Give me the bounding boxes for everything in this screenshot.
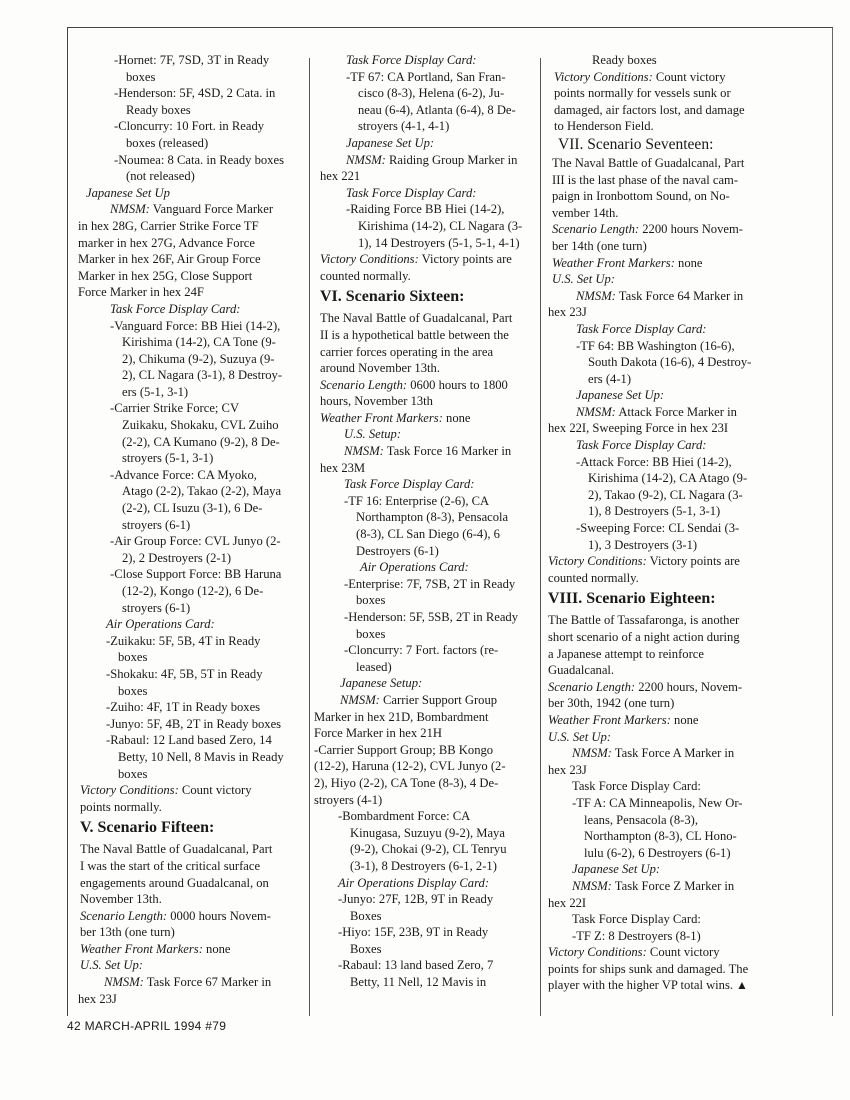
text-line: carrier forces operating in the area <box>320 344 494 359</box>
text-line: hex 221 <box>320 169 361 184</box>
text-line: -Bombardment Force: CA <box>338 809 471 824</box>
text-line: points normally for vessels sunk or <box>554 86 731 101</box>
text-line: I was the start of the critical surface <box>80 858 261 873</box>
text-line: 1), 8 Destroyers (5-1, 3-1) <box>588 504 721 519</box>
text-line: Japanese Set Up: <box>346 135 435 150</box>
text-line: Weather Front Markers: none <box>80 941 231 956</box>
text-line: Task Force Display Card: <box>344 477 475 492</box>
run-in-label: NMSM: <box>110 202 150 217</box>
text-line: The Battle of Tassafaronga, is another <box>548 613 740 628</box>
text-line: -Zuikaku: 5F, 5B, 4T in Ready <box>106 633 261 648</box>
text-line: -Cloncurry: 10 Fort. in Ready <box>114 119 265 134</box>
text-line: Ready boxes <box>592 53 657 67</box>
text-line: NMSM: Vanguard Force Marker <box>110 202 274 217</box>
text-line: Force Marker in hex 21H <box>314 726 442 741</box>
text-line: (3-1), 8 Destroyers (6-1, 2-1) <box>350 858 497 873</box>
text-line: -Junyo: 5F, 4B, 2T in Ready boxes <box>106 716 282 731</box>
text-line: Ready boxes <box>126 102 191 117</box>
text-line: U.S. Set Up: <box>552 272 615 287</box>
text-line: Victory Conditions: Count victory <box>80 783 252 798</box>
text-line: damaged, air factors lost, and damage <box>554 102 745 117</box>
text-line: Victory Conditions: Victory points are <box>320 252 512 267</box>
text-line: -TF 67: CA Portland, San Fran- <box>346 69 506 84</box>
run-in-label: NMSM: <box>572 878 612 893</box>
text-line: -Junyo: 27F, 12B, 9T in Ready <box>338 892 494 907</box>
run-in-label: Victory Conditions: <box>320 252 419 267</box>
text-line: Japanese Setup: <box>340 676 423 691</box>
text-line: engagements around Guadalcanal, on <box>80 875 269 890</box>
text-line: Task Force Display Card: <box>346 53 477 67</box>
text-line: vember 14th. <box>552 205 619 220</box>
text-line: -Zuiho: 4F, 1T in Ready boxes <box>106 700 261 715</box>
text-line: -TF A: CA Minneapolis, New Or- <box>572 795 743 810</box>
run-in-label: NMSM: <box>576 288 616 303</box>
end-mark-icon: ▲ <box>733 978 748 993</box>
text-line: Japanese Set Up: <box>576 388 665 403</box>
column-divider <box>309 58 310 1016</box>
text-line: neau (6-4), Atlanta (6-4), 8 De- <box>358 102 516 117</box>
run-in-label: Scenario Length: <box>80 908 168 923</box>
text-line: 2), 2 Destroyers (2-1) <box>122 550 232 565</box>
run-in-label: NMSM: <box>340 692 380 707</box>
text-line: 1), 14 Destroyers (5-1, 5-1, 4-1) <box>358 235 520 250</box>
text-line: counted normally. <box>320 268 411 283</box>
run-in-label: Scenario Length: <box>320 377 408 392</box>
text-line: III is the last phase of the naval cam- <box>552 172 739 187</box>
text-line: Task Force Display Card: <box>576 438 707 453</box>
text-line: -Rabaul: 12 Land based Zero, 14 <box>106 733 272 748</box>
run-in-label: NMSM: <box>572 746 612 761</box>
run-in-label: Weather Front Markers: <box>80 941 203 956</box>
text-line: stroyers (4-1, 4-1) <box>358 119 450 134</box>
text-line: -Vanguard Force: BB Hiei (14-2), <box>110 318 281 333</box>
text-line: NMSM: Task Force Z Marker in <box>572 878 735 893</box>
text-line: hex 22I, Sweeping Force in hex 23I <box>548 421 729 436</box>
text-line: -TF 64: BB Washington (16-6), <box>576 338 735 353</box>
text-line: Kinugasa, Suzuyu (9-2), Maya <box>350 825 505 840</box>
text-line: short scenario of a night action during <box>548 630 740 644</box>
text-line: (8-3), CL San Diego (6-4), 6 <box>356 527 500 542</box>
text-line: (2-2), CA Kumano (9-2), 8 De- <box>122 434 280 449</box>
text-line: -TF 16: Enterprise (2-6), CA <box>344 493 490 508</box>
text-line: Task Force Display Card: <box>346 185 477 200</box>
text-line: 1), 3 Destroyers (3-1) <box>588 537 698 552</box>
text-line: 2), Hiyo (2-2), CA Tone (8-3), 4 De- <box>314 775 499 790</box>
text-line: (12-2), Kongo (12-2), 6 De- <box>122 584 264 598</box>
page-footer: 42 MARCH-APRIL 1994 #79 <box>67 1019 227 1033</box>
text-line: ber 14th (one turn) <box>552 238 647 253</box>
text-line: Weather Front Markers: none <box>548 712 699 727</box>
run-in-label: Weather Front Markers: <box>320 410 443 425</box>
text-line: Scenario Length: 2200 hours, Novem- <box>548 679 743 694</box>
column-divider <box>540 58 541 1016</box>
text-line: boxes (released) <box>126 135 209 150</box>
text-line: Atago (2-2), Takao (2-2), Maya <box>122 484 282 499</box>
text-line: 2), CL Nagara (3-1), 8 Destroy- <box>122 368 283 383</box>
text-line: boxes <box>118 650 148 665</box>
text-line: Kirishima (14-2), CA Tone (9- <box>122 335 276 350</box>
text-line: Scenario Length: 2200 hours Novem- <box>552 222 743 237</box>
text-line: hex 23M <box>320 460 366 475</box>
text-line: boxes <box>356 593 386 608</box>
text-column-1 <box>78 52 301 1007</box>
text-column-2 <box>314 52 536 991</box>
text-line: NMSM: Task Force A Marker in <box>572 746 735 761</box>
text-line: (not released) <box>126 169 195 184</box>
text-line: Northampton (8-3), Pensacola <box>356 510 509 525</box>
text-line: Air Operations Display Card: <box>338 875 490 890</box>
text-line: Marker in hex 26F, Air Group Force <box>78 252 261 267</box>
text-line: Task Force Display Card: <box>110 301 241 316</box>
text-line: boxes <box>356 626 386 641</box>
text-line: Kirishima (14-2), CA Atago (9- <box>588 471 748 486</box>
text-line: boxes <box>118 766 148 781</box>
text-line: counted normally. <box>548 570 639 585</box>
text-line: -Henderson: 5F, 5SB, 2T in Ready <box>344 610 519 624</box>
text-line: The Naval Battle of Guadalcanal, Part <box>552 155 745 170</box>
run-in-label: NMSM: <box>576 404 616 419</box>
text-line: -Hiyo: 15F, 23B, 9T in Ready <box>338 925 489 940</box>
text-line: -Carrier Support Group; BB Kongo <box>314 742 494 757</box>
text-line: Boxes <box>350 908 382 923</box>
text-line: stroyers (6-1) <box>122 600 191 615</box>
text-line: -TF Z: 8 Destroyers (8-1) <box>572 928 701 943</box>
text-line: points normally. <box>80 799 162 814</box>
text-line: hex 23J <box>78 991 117 1006</box>
text-line: -Advance Force: CA Myoko, <box>110 467 257 482</box>
text-line: South Dakota (16-6), 4 Destroy- <box>588 355 752 370</box>
text-line: leased) <box>356 659 392 674</box>
text-line: hex 22I <box>548 895 587 910</box>
text-line: ers (4-1) <box>588 371 632 386</box>
text-line: in hex 28G, Carrier Strike Force TF <box>78 218 259 233</box>
text-line: November 13th. <box>80 892 162 907</box>
run-in-label: Victory Conditions: <box>548 945 647 960</box>
text-line: lulu (6-2), 6 Destroyers (6-1) <box>584 845 731 860</box>
text-line: stroyers (6-1) <box>122 517 191 532</box>
text-line: U.S. Setup: <box>344 427 402 442</box>
run-in-label: Scenario Length: <box>548 679 636 694</box>
text-line: cisco (8-3), Helena (6-2), Ju- <box>358 86 505 101</box>
text-line: -Attack Force: BB Hiei (14-2), <box>576 454 732 469</box>
text-line: Zuikaku, Shokaku, CVL Zuiho <box>122 418 279 433</box>
text-line: Task Force Display Card: <box>576 321 707 336</box>
text-line: -Shokaku: 4F, 5B, 5T in Ready <box>106 666 263 681</box>
text-line: -Rabaul: 13 land based Zero, 7 <box>338 958 494 973</box>
run-in-label: Weather Front Markers: <box>552 255 675 270</box>
text-line: VI. Scenario Sixteen: <box>320 288 465 306</box>
text-line: The Naval Battle of Guadalcanal, Part <box>80 842 273 857</box>
text-line: -Carrier Strike Force; CV <box>110 401 240 416</box>
run-in-label: Victory Conditions: <box>80 783 179 798</box>
text-line: -Hornet: 7F, 7SD, 3T in Ready <box>114 53 270 67</box>
text-line: Air Operations Card: <box>360 560 469 575</box>
text-column-3 <box>544 52 768 994</box>
text-line: -Sweeping Force: CL Sendai (3- <box>576 521 740 536</box>
text-line: Betty, 10 Nell, 8 Mavis in Ready <box>118 749 284 764</box>
run-in-label: Victory Conditions: <box>554 69 653 84</box>
text-line: NMSM: Carrier Support Group <box>340 692 498 707</box>
text-line: Guadalcanal. <box>548 663 615 678</box>
text-line: Scenario Length: 0000 hours Novem- <box>80 908 271 923</box>
text-line: boxes <box>126 69 156 84</box>
text-line: hex 23J <box>548 305 587 320</box>
text-line: Victory Conditions: Count victory <box>554 69 726 84</box>
text-line: Boxes <box>350 941 382 956</box>
text-line: Japanese Set Up: <box>572 862 661 877</box>
run-in-label: NMSM: <box>346 152 386 167</box>
text-line: Weather Front Markers: none <box>320 410 471 425</box>
text-line: 2), Takao (9-2), CL Nagara (3- <box>588 487 743 502</box>
text-line: The Naval Battle of Guadalcanal, Part <box>320 311 513 326</box>
text-line: ers (5-1, 3-1) <box>122 384 189 399</box>
text-line: Kirishima (14-2), CL Nagara (3- <box>358 218 523 233</box>
text-line: Victory Conditions: Count victory <box>548 945 720 960</box>
text-line: Betty, 11 Nell, 12 Mavis in <box>350 975 487 990</box>
text-line: VII. Scenario Seventeen: <box>558 135 714 153</box>
text-line: Scenario Length: 0600 hours to 1800 <box>320 377 508 392</box>
text-line: NMSM: Task Force 64 Marker in <box>576 288 744 303</box>
text-line: -Close Support Force: BB Haruna <box>110 567 282 582</box>
text-line: Northampton (8-3), CL Hono- <box>584 829 737 844</box>
text-line: Japanese Set Up <box>86 185 170 200</box>
text-line: -Raiding Force BB Hiei (14-2), <box>346 202 505 217</box>
text-line: NMSM: Task Force 67 Marker in <box>104 975 272 990</box>
text-line: hex 23J <box>548 762 587 777</box>
text-line: -Enterprise: 7F, 7SB, 2T in Ready <box>344 576 516 591</box>
text-line: hours, November 13th <box>320 394 433 409</box>
text-line: U.S. Set Up: <box>80 958 143 973</box>
text-line: around November 13th. <box>320 361 440 376</box>
text-line: to Henderson Field. <box>554 119 654 134</box>
text-line: (2-2), CL Isuzu (3-1), 6 De- <box>122 501 263 516</box>
text-line: 2), Chikuma (9-2), Suzuya (9- <box>122 351 275 366</box>
text-line: leans, Pensacola (8-3), <box>584 812 699 827</box>
run-in-label: Weather Front Markers: <box>548 712 671 727</box>
text-line: stroyers (4-1) <box>314 792 383 807</box>
text-line: Marker in hex 21D, Bombardment <box>314 709 489 724</box>
text-line: marker in hex 27G, Advance Force <box>78 235 255 250</box>
text-line: V. Scenario Fifteen: <box>80 819 215 837</box>
text-line: paign in Ironbottom Sound, on No- <box>552 189 730 204</box>
text-line: -Air Group Force: CVL Junyo (2- <box>110 534 281 549</box>
text-line: NMSM: Task Force 16 Marker in <box>344 444 512 459</box>
text-line: -Noumea: 8 Cata. in Ready boxes <box>114 152 284 167</box>
text-line: Destroyers (6-1) <box>356 543 439 558</box>
run-in-label: NMSM: <box>344 444 384 459</box>
text-line: Victory Conditions: Victory points are <box>548 554 740 569</box>
text-line: Air Operations Card: <box>106 617 215 632</box>
text-line: stroyers (5-1, 3-1) <box>122 451 214 466</box>
text-line: ber 13th (one turn) <box>80 925 175 940</box>
text-line: U.S. Set Up: <box>548 729 611 744</box>
text-line: -Cloncurry: 7 Fort. factors (re- <box>344 643 499 658</box>
text-line: -Henderson: 5F, 4SD, 2 Cata. in <box>114 86 276 101</box>
text-line: boxes <box>118 683 148 698</box>
run-in-label: NMSM: <box>104 975 144 990</box>
text-line: Task Force Display Card: <box>572 779 701 794</box>
text-line: VIII. Scenario Eighteen: <box>548 590 716 608</box>
text-line: points for ships sunk and damaged. The <box>548 961 749 976</box>
text-line: II is a hypothetical battle between the <box>320 327 509 342</box>
text-line: NMSM: Raiding Group Marker in <box>346 152 518 167</box>
text-line: (9-2), Chokai (9-2), CL Tenryu <box>350 842 507 857</box>
text-line: Force Marker in hex 24F <box>78 285 204 300</box>
text-line: ber 30th, 1942 (one turn) <box>548 696 675 711</box>
text-line: a Japanese attempt to reinforce <box>548 646 704 661</box>
text-line: Marker in hex 25G, Close Support <box>78 268 253 283</box>
text-line: Weather Front Markers: none <box>552 255 703 270</box>
text-line: player with the higher VP total wins. ▲ <box>548 978 748 993</box>
run-in-label: Victory Conditions: <box>548 554 647 569</box>
text-line: NMSM: Attack Force Marker in <box>576 404 737 419</box>
run-in-label: Scenario Length: <box>552 222 640 237</box>
text-line: Task Force Display Card: <box>572 912 701 927</box>
text-line: (12-2), Haruna (12-2), CVL Junyo (2- <box>314 759 506 774</box>
